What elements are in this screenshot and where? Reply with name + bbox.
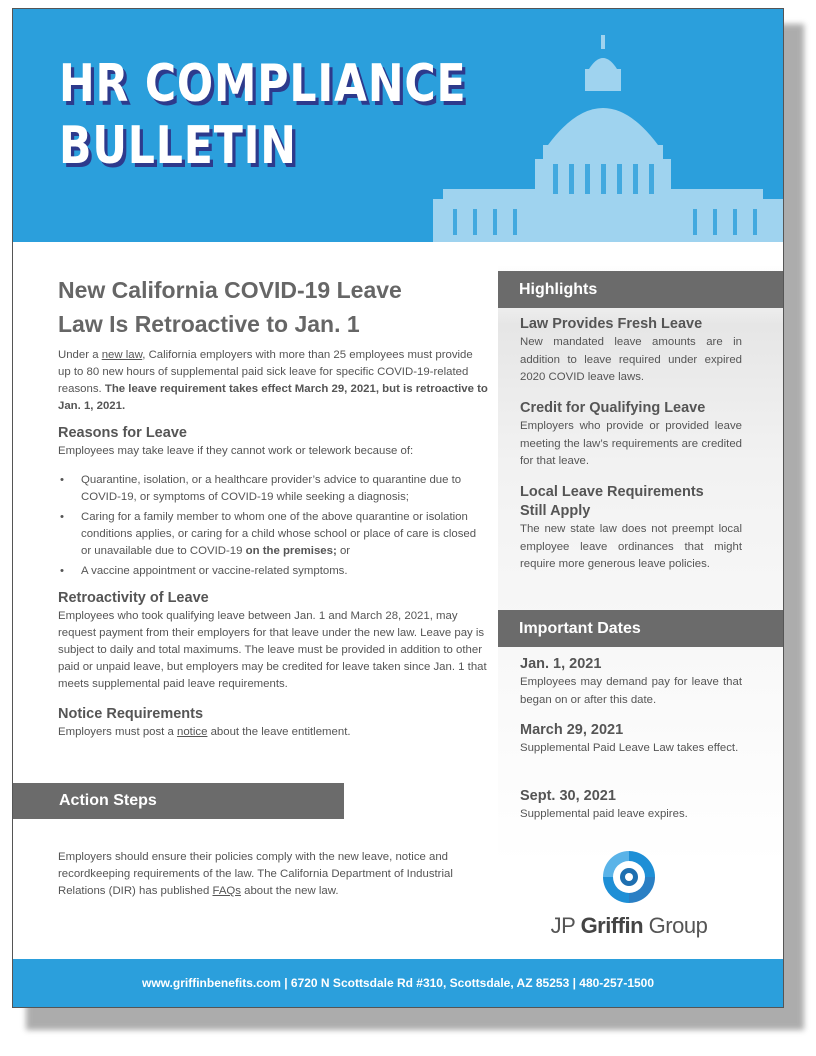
reasons-heading: Reasons for Leave <box>58 425 187 441</box>
notice-paragraph <box>58 724 488 741</box>
list-item: • Quarantine, isolation, or a healthcare provider’s advice to quarantine due to COVID-19, or symptoms of COVID-19 while seeking a diagnosis; <box>58 472 488 506</box>
notice-tail: about the leave entitlement. <box>207 726 351 738</box>
notice-text: Employers must post a <box>58 726 178 738</box>
bullet2-emphasis: on the premises; <box>245 545 337 557</box>
logo-wordmark <box>549 913 709 939</box>
highlight-item <box>520 315 742 387</box>
highlight-text: The new state law does not preempt local employee leave ordinances that might require more generous leave policies. <box>520 523 742 570</box>
headline-line2: Law Is Retroactive to Jan. 1 <box>58 311 360 337</box>
date-heading: March 29, 2021 <box>520 722 624 738</box>
company-logo <box>549 847 709 947</box>
intro-emphasis: The leave requirement takes effect March 29, 2021, but is retroactive to Jan. 1, 2021. <box>58 383 488 412</box>
date-heading: Sept. 30, 2021 <box>520 788 616 804</box>
highlight-text: Employers who provide or provided leave meeting the law’s requirements are credited for that leave. <box>520 420 742 467</box>
main-article <box>58 273 488 741</box>
header-banner <box>13 9 783 242</box>
article-headline <box>58 273 488 341</box>
intro-paragraph <box>58 347 488 415</box>
action-steps-body <box>58 849 488 900</box>
griffin-swirl-icon <box>549 847 709 913</box>
date-text: Supplemental Paid Leave Law takes effect. <box>520 742 739 754</box>
date-text: Employees may demand pay for leave that began on or after this date. <box>520 676 742 706</box>
notice-link[interactable]: notice <box>177 726 208 738</box>
date-item <box>520 655 742 709</box>
headline-line1: New California COVID-19 Leave <box>58 277 402 303</box>
list-item <box>58 509 488 560</box>
footer-contact: www.griffinbenefits.com | 6720 N Scottsdale Rd #310, Scottsdale, AZ 85253 | 480-257-1500 <box>13 959 783 1007</box>
highlights-header: Highlights <box>498 271 783 308</box>
logo-griffin: Griffin <box>580 913 644 938</box>
reasons-list <box>58 472 488 580</box>
bulletin-title-line2: BULLETIN <box>59 116 297 176</box>
logo-jp: JP <box>550 913 581 938</box>
highlight-text: New mandated leave amounts are in addition to leave required under expired 2020 COVID leave laws. <box>520 336 742 383</box>
logo-group: Group <box>643 913 708 938</box>
highlight-item <box>520 483 742 574</box>
date-heading: Jan. 1, 2021 <box>520 656 602 672</box>
retroactivity-heading: Retroactivity of Leave <box>58 590 209 606</box>
date-item <box>520 787 742 824</box>
intro-text-mid: , California employers with more than 25 employees must provide up to 80 new hours of supplemental paid sick leave for specific COVID-19-related reasons. <box>58 349 473 395</box>
sidebar <box>498 265 783 905</box>
highlight-heading: Law Provides Fresh Leave <box>520 316 703 332</box>
important-dates-header: Important Dates <box>498 610 783 647</box>
intro-text: Under a <box>58 349 102 361</box>
new-law-link[interactable]: new law <box>101 349 143 361</box>
bulletin-title <box>59 53 466 177</box>
bullet2-text: Caring for a family member to whom one of the above quarantine or isolation conditions applies, or caring for a child whose school or place of care is closed or unavailable due to COVID-19 <box>81 511 477 557</box>
faqs-link[interactable]: FAQs <box>212 885 241 897</box>
date-text: Supplemental paid leave expires. <box>520 808 688 820</box>
bullet2-tail: or <box>336 545 351 557</box>
list-item: • A vaccine appointment or vaccine-related symptoms. <box>58 563 488 580</box>
highlight-item <box>520 399 742 471</box>
reasons-intro: Employees may take leave if they cannot work or telework because of: <box>58 445 414 457</box>
highlight-heading: Local Leave Requirements <box>520 484 704 500</box>
retroactivity-paragraph: Employees who took qualifying leave between Jan. 1 and March 28, 2021, may request payment from their employers for that leave under the new law. Leave pay is subject to daily and total maximums. The leave must be provided in addition to other paid or unpaid leave, but employers may be credited for leave taken since Jan. 1 that meets supplemental paid leave requirements. <box>58 610 487 690</box>
bulletin-page <box>12 8 784 1008</box>
highlight-heading-line2: Still Apply <box>520 503 591 519</box>
notice-heading: Notice Requirements <box>58 706 204 722</box>
action-steps-header: Action Steps <box>13 783 344 819</box>
highlight-heading: Credit for Qualifying Leave <box>520 400 706 416</box>
action-steps-paragraph <box>58 849 488 900</box>
bulletin-title-line1: HR COMPLIANCE <box>59 54 467 114</box>
date-item <box>520 721 742 758</box>
action-tail: about the new law. <box>240 885 339 897</box>
action-text: Employers should ensure their policies comply with the new leave, notice and recordkeeping requirements of the law. The California Department of Industrial Relations (DIR) has published <box>58 851 453 897</box>
